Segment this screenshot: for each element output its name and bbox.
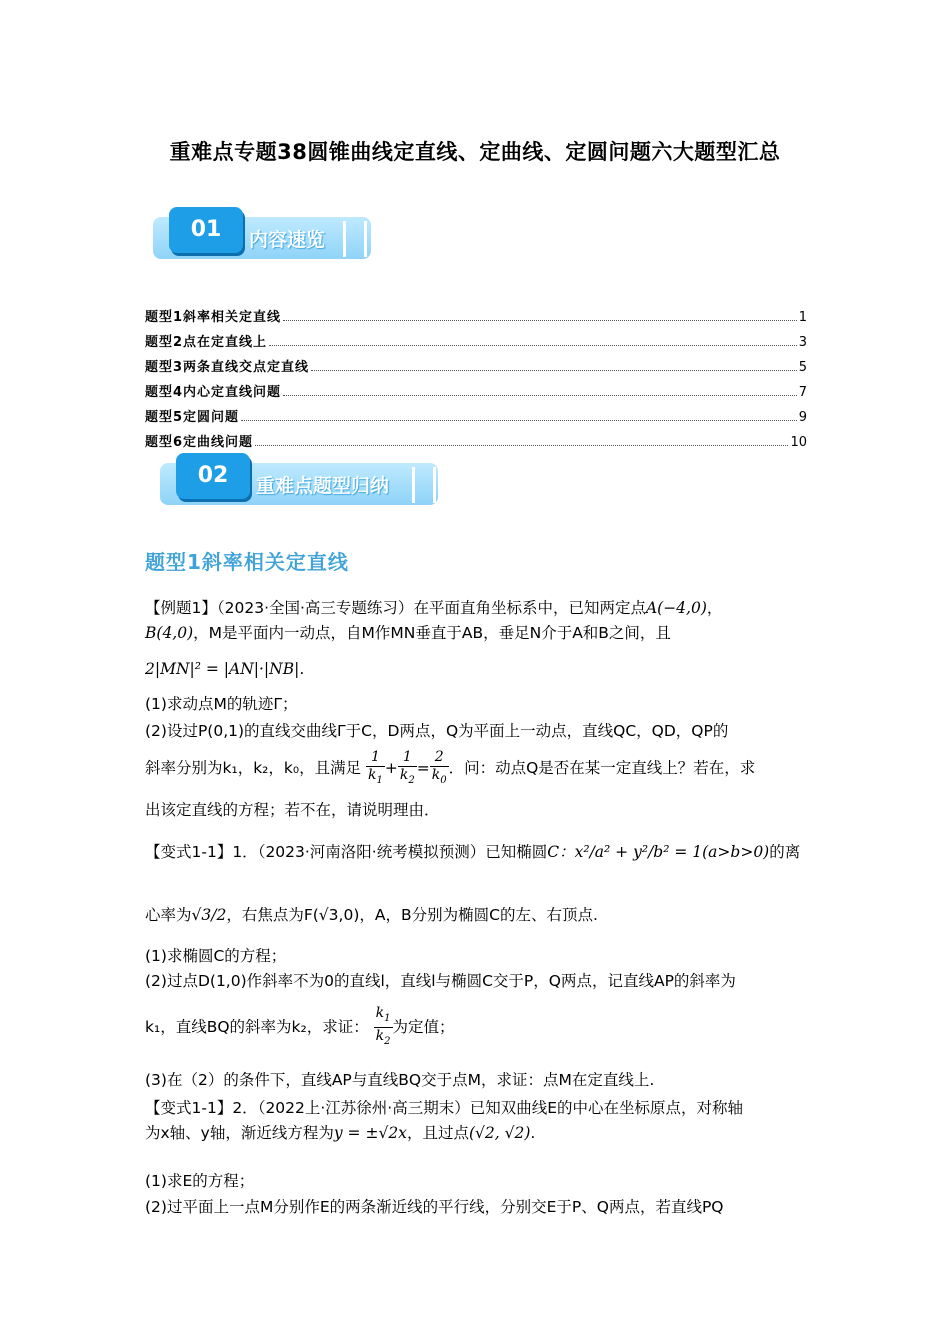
example-1-condition: 2|MN|² = |AN|·|NB|. — [145, 660, 305, 678]
variant-2-q1: (1)求E的方程； — [145, 1172, 255, 1190]
variant-2-line2: 为x轴、y轴，渐近线方程为y = ±√2x，且过点(√2, √2). — [145, 1124, 536, 1142]
toc-label: 题型2点在定直线上 — [145, 335, 268, 350]
toc-page: 10 — [790, 435, 807, 450]
example-1-line2: B(4,0)，M是平面内一动点，自M作MN垂直于AB，垂足N介于A和B之间，且 — [145, 624, 671, 642]
toc-leader — [269, 344, 797, 346]
toc-page: 1 — [798, 310, 807, 325]
variant-1: 【变式1-1】1．（2023·河南洛阳·统考模拟预测）已知椭圆C：x²/a² + y²/b² = 1(a>b>0)的离 — [145, 843, 801, 861]
variant-1-q3: (3)在（2）的条件下，直线AP与直线BQ交于点M，求证：点M在定直线上. — [145, 1071, 655, 1089]
variant-2: 【变式1-1】2．（2022上·江苏徐州·高三期末）已知双曲线E的中心在坐标原点，对称轴 — [145, 1099, 744, 1117]
example-1: 【例题1】（2023·全国·高三专题练习）在平面直角坐标系中，已知两定点A(−4,0)， — [145, 599, 723, 617]
toc-entry[interactable] — [145, 350, 807, 375]
toc-leader — [255, 444, 788, 446]
toc-entry[interactable] — [145, 425, 807, 450]
section-heading: 题型1斜率相关定直线 — [145, 550, 349, 574]
toc-label: 题型3两条直线交点定直线 — [145, 360, 310, 375]
banner-label: 重难点题型归纳 — [256, 475, 390, 497]
toc-leader — [283, 394, 797, 396]
toc-label: 题型6定曲线问题 — [145, 435, 254, 450]
toc-label: 题型5定圆问题 — [145, 410, 240, 425]
toc-page: 3 — [798, 335, 807, 350]
section-banner-summary — [160, 453, 438, 509]
toc-label: 题型1斜率相关定直线 — [145, 310, 282, 325]
variant-1-q1: (1)求椭圆C的方程； — [145, 947, 287, 965]
variant-1-line2: 心率为√3/2，右焦点为F(√3,0)，A，B分别为椭圆C的左、右顶点. — [145, 906, 598, 924]
toc-page: 5 — [798, 360, 807, 375]
toc-entry[interactable] — [145, 375, 807, 400]
example-1-q2a: (2)设过P(0,1)的直线交曲线Γ于C，D两点，Q为平面上一动点，直线QC，QD，QP的 — [145, 722, 729, 740]
toc-page: 7 — [798, 385, 807, 400]
variant-2-q2: (2)过平面上一点M分别作E的两条渐近线的平行线，分别交E于P、Q两点，若直线PQ — [145, 1198, 724, 1216]
variant-1-q2a: (2)过点D(1,0)作斜率不为0的直线l，直线l与椭圆C交于P，Q两点，记直线AP的斜率为 — [145, 972, 736, 990]
example-1-q2d: 出该定直线的方程；若不在，请说明理由． — [145, 801, 440, 819]
section-banner-overview — [153, 207, 371, 263]
banner-number: 01 — [169, 207, 243, 253]
table-of-contents — [145, 300, 807, 450]
example-1-q2b: 斜率分别为k₁，k₂，k₀，且满足 $\frac{1}{k_1}$ + $\frac{1}{k_2}$ = $\frac{2}{k_0}$ ．问：动点Q是否在某一定直线上？若在，求 — [145, 748, 756, 786]
toc-label: 题型4内心定直线问题 — [145, 385, 282, 400]
banner-label: 内容速览 — [249, 229, 326, 251]
toc-entry[interactable] — [145, 300, 807, 325]
variant-1-q2b: k₁，直线BQ的斜率为k₂，求证： $\frac{k_1}{k_2}$ 为定值； — [145, 1005, 455, 1047]
page-title: 重难点专题38圆锥曲线定直线、定曲线、定圆问题六大题型汇总 — [169, 140, 781, 164]
example-1-q1: (1)求动点M的轨迹Γ； — [145, 695, 298, 713]
toc-leader — [241, 419, 797, 421]
banner-number: 02 — [176, 453, 250, 499]
toc-page: 9 — [798, 410, 807, 425]
toc-entry[interactable] — [145, 400, 807, 425]
toc-leader — [311, 369, 797, 371]
toc-leader — [283, 319, 797, 321]
toc-entry[interactable] — [145, 325, 807, 350]
